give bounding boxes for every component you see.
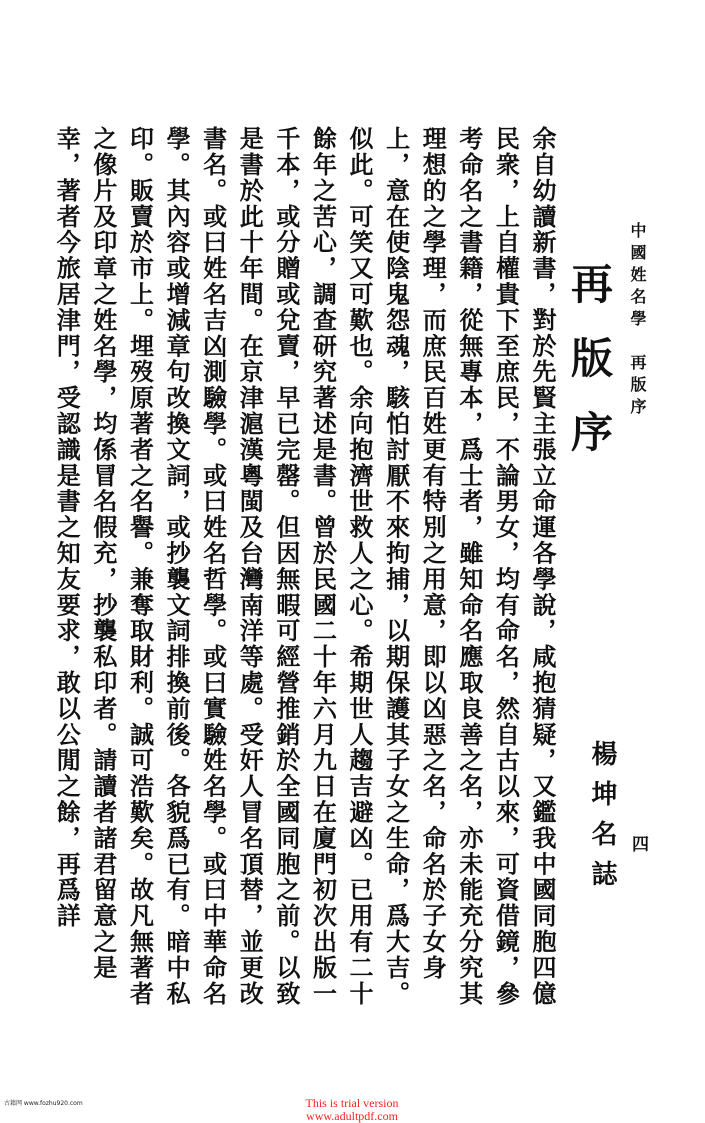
trial-url-line: www.adultpdf.com <box>306 1109 398 1123</box>
trial-watermark <box>252 1097 452 1123</box>
page-number: 四 <box>628 835 648 852</box>
running-header: 中國姓名學 再版序 <box>628 222 647 420</box>
body-text: 余自幼讀新書，對於先賢主張立命運各學說，咸抱猜疑，又鑑我中國同胞四億民衆，上自權貴下至庶民，不論男女，均有命名，然自古以來，可資借鏡，參考命名之書籍，從無專本，爲士者，雖知命名應取良善之名，亦未能充分究其理想的之學理，而庶民百姓更有特別之用意，即以凶惡之名，命名於子女身上，意在使陰鬼怨魂，駭怕討厭不來拘捕，以期保護其子女之生命，爲大吉。似此。可笑又可歎也。余向抱濟世救人之心。希期世人趨吉避凶。已用有二十餘年之苦心，調查研究著述是書。曾於民國二十年六月九日在廈門初次出版一千本，或分贈或兌賣，早已完罄。但因無暇可經營推銷於全國同胞之前。以致是書於此十年間。在京津滬漢粵閩及台灣南洋等處。受奸人冒名頂替，並更改書名。或曰姓名吉凶測驗學。或曰姓名哲學。或曰實驗姓名學。或曰中華命名學。其內容或增減章句改換文詞，或抄襲文詞排換前後。各貌爲已有。暗中私印。販賣於市上。埋歿原著者之名譽。兼奪取財利。誠可浩歎矣。故凡無著者之像片及印章之姓名學，均係冒名假充，抄襲私印者。請讀者諸君留意之是幸，著者今旅居津門，受認識是書之知友要求，敢以公閒之餘，再爲詳 <box>52 126 557 1007</box>
source-site-footer: 古籍网 www.fozhu920.com <box>4 1100 83 1107</box>
author-signature: 楊坤名誌 <box>587 740 617 900</box>
trial-version-line: This is trial version <box>305 1096 399 1110</box>
page-title: 再版序 <box>565 262 614 484</box>
